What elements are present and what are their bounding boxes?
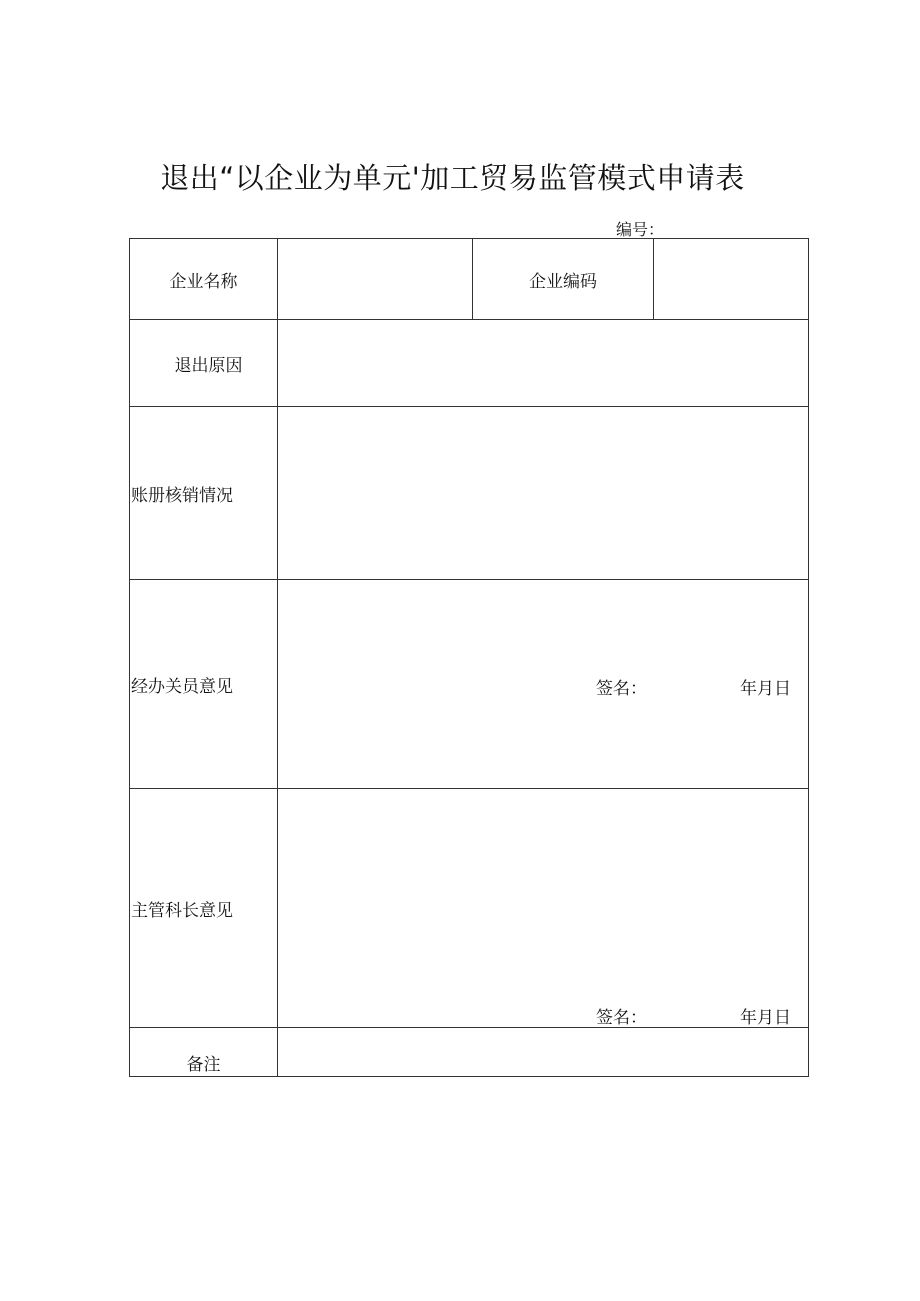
ledger-row [130,407,809,580]
officer-date-label: 年月日 [740,679,791,699]
chief-opinion-field[interactable] [278,789,809,1028]
serial-number-label: 编号： [616,220,665,239]
ledger-status-label: 账册核销情况 [130,407,278,580]
officer-sign-label: 签名： [596,679,647,699]
exit-reason-row [130,320,809,407]
chief-date-label: 年月日 [740,1008,791,1028]
remarks-row [130,1028,809,1077]
company-code-field[interactable] [654,239,809,320]
ledger-status-field[interactable] [278,407,809,580]
remarks-label: 备注 [130,1028,278,1077]
company-code-label: 企业编码 [473,239,654,320]
officer-opinion-row [130,580,809,789]
company-name-field[interactable] [278,239,473,320]
chief-opinion-label: 主管科长意见 [130,789,278,1028]
remarks-field[interactable] [278,1028,809,1077]
page-title: 退出“以企业为单元'加工贸易监管模式申请表 [160,161,745,195]
officer-signature-line [596,674,791,699]
chief-opinion-row [130,789,809,1028]
exit-reason-label: 退出原因 [130,320,278,407]
officer-opinion-label: 经办关员意见 [130,580,278,789]
chief-signature-line [596,1003,791,1028]
chief-sign-label: 签名： [596,1008,647,1028]
application-form-table [129,238,809,1077]
company-row [130,239,809,320]
exit-reason-field[interactable] [278,320,809,407]
company-name-label: 企业名称 [130,239,278,320]
officer-opinion-field[interactable] [278,580,809,789]
